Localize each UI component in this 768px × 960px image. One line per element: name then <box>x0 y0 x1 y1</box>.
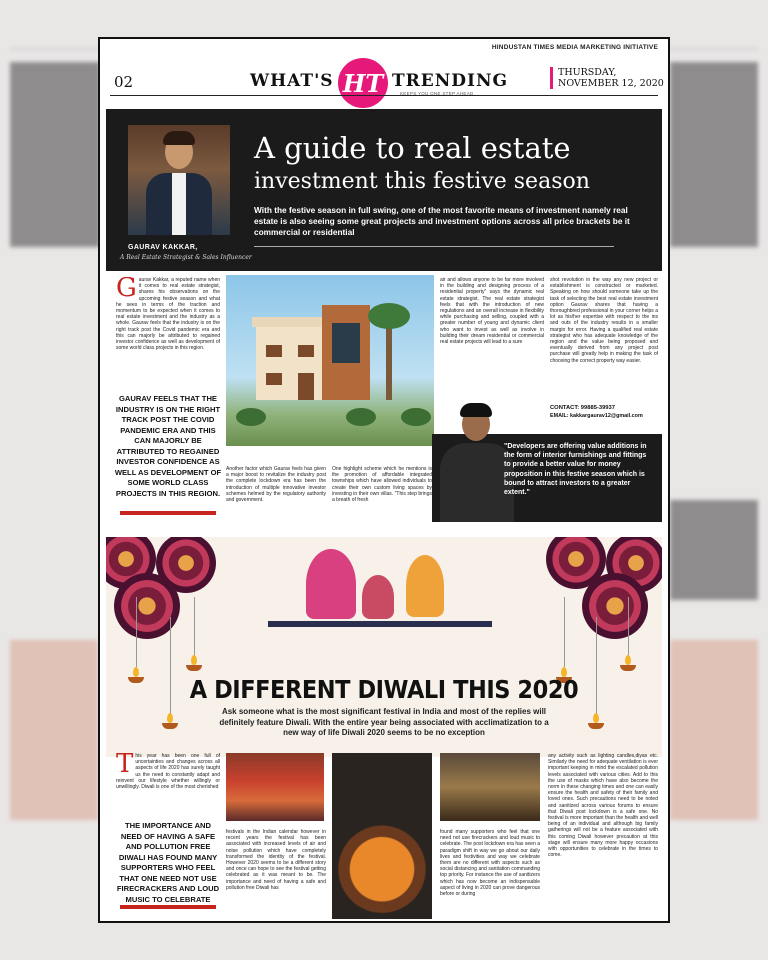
bush <box>236 408 266 426</box>
background-dark-panel-right <box>670 62 758 247</box>
market-photo <box>226 753 324 821</box>
lamp-flame <box>167 713 173 723</box>
house-door <box>298 373 314 400</box>
issue-date <box>550 67 664 89</box>
hanging-lamp <box>162 723 178 729</box>
article1-title-line2: investment this festive season <box>254 169 590 194</box>
issue-date-text: NOVEMBER 12, 2020 <box>558 78 664 89</box>
article2-pullquote: THE IMPORTANCE AND NEED OF HAVING A SAFE AND POLLUTION FREE DIWALI HAS FOUND MANY SUPPORTERS WHO FEEL THAT ONE NEED NOT USE FIRECRACKERS AND LOUD MUSIC TO CELEBRATE <box>116 821 220 904</box>
house-window <box>266 373 282 385</box>
hanging-lamp <box>186 665 202 671</box>
diya-shelf <box>268 621 492 627</box>
masthead-rule <box>110 95 658 96</box>
house-left-block <box>256 325 326 400</box>
article2-column-3: found many supporters who feel that one need not use firecrackers and loud music to celebrate. The post lockdown era has seen a paradigm shift in way we go about our daily lives and festivities and way we celebrate them are no different with aspects such as social distancing and sanitation commanding top priority. For instance the use of sanitizers which has now become an indispensable aspect of living in 2020 can prove dangerous before or during <box>440 829 540 898</box>
bush <box>346 408 376 426</box>
author-photo-shirt <box>440 443 514 522</box>
contact-phone: CONTACT: 99885-39937 <box>550 405 615 411</box>
lamp-flame <box>191 655 197 665</box>
figure-woman <box>306 549 356 619</box>
author-portrait <box>128 125 230 235</box>
article2-pullquote-bar <box>120 905 216 909</box>
background-diwali-right <box>670 640 758 820</box>
article1-column-4: shot revolution in the way any new project or establishment is constructed or marketed. Speaking on how should someone take up the task of selecting the best real estate investment option Gaurav shares that having a thoroughbred professional in your corner helps a lot as his/her expertise with respect to the ins and outs of the industry results in a smaller margin for error. Having a qualified real estate strategist who has adequate knowledge of the region and the value being proposed and eventually derived from any project post purchase will greatly help in making the task of choosing the correct property way easier. <box>550 277 658 364</box>
author-role: A Real Estate Strategist & Sales Influencer <box>120 254 252 261</box>
house-photo <box>226 275 434 446</box>
article1-column-2a: Another factor which Gaurav feels has given a major boost to revitalize the industry post the complete lockdown era has been the introduction of multiple innovative investor schemes helmed by the regulatory authority and government. <box>226 466 326 504</box>
article2-column-2: festivals in the Indian calendar however in recent years the festival has been associated with increased levels of air and noise pollution which have completely transformed the identity of the festival. However 2020 seems to be a different story and once can hope to see the festival getting celebrated as it was meant to be. The importance and need of having a safe and pollution free Diwali has <box>226 829 326 891</box>
background-dark-panel <box>10 62 100 247</box>
lamp-flame <box>625 655 631 665</box>
article1-subtitle: With the festive season in full swing, one of the most favorite means of investment namely real estate is also seeing some great projects and investment options across all price brackets be it commercial or residential <box>254 205 630 237</box>
lamp-chain <box>194 597 195 657</box>
hero-divider <box>254 246 614 247</box>
lamp-chain <box>628 597 629 657</box>
house-glass-facade <box>332 323 360 363</box>
figure-boy <box>406 555 444 617</box>
masthead-trending: TRENDING <box>392 71 509 91</box>
article1-column-2b: One highlight scheme which he mentions is the promotion of affordable integrated townships which have allowed individuals to create their own custom living spaces by investing in their own villas. "This step brings a breath of fresh <box>332 466 432 504</box>
masthead-whats: WHAT'S <box>250 71 334 91</box>
house-roof <box>252 317 330 327</box>
portrait-shirt <box>172 173 186 235</box>
author-name: GAURAV KAKKAR, <box>128 244 198 251</box>
ht-logo: HT <box>338 58 388 108</box>
lamp-chain <box>136 597 137 667</box>
publisher-line: HINDUSTAN TIMES MEDIA MARKETING INITIATIVE <box>491 44 658 51</box>
lamp-flame <box>593 713 599 723</box>
house-right-block <box>322 305 370 400</box>
page-number: 02 <box>114 73 134 91</box>
mandala-right-3 <box>582 573 648 639</box>
contact-email: EMAIL: kakkargaurav12@gmail.com <box>550 412 643 419</box>
contact-info <box>550 405 662 421</box>
article1-column-1 <box>116 277 220 397</box>
article1-dropcap: G <box>116 277 137 303</box>
house-window <box>298 345 314 357</box>
article1-pullquote: GAURAV FEELS THAT THE INDUSTRY IS ON THE RIGHT TRACK POST THE COVID PANDEMIC ERA AND THIS CAN MAJORLY BE ATTRIBUTED TO REGAINED INVESTOR CONFIDENCE AS WELL AS DEVELOPMENT OF SOME WORLD CLASS PROJECTS IN THIS REGION. <box>114 394 222 498</box>
portrait-hair <box>163 131 195 145</box>
idols-photo <box>440 753 540 821</box>
bush <box>401 408 431 426</box>
article2-column-4: any activity such as lighting candles,diyas etc. Similarly the need for adequate ventilation is ever important keeping in mind the escalated pollution levels associated with various cities. Add to this the use of masks which have also become the norm in these changing times and one can easily ensure the health and safety of their family and loved ones. Such precautions need to be noted and sanitized across various forums to ensure that Diwali post lockdown is a safe one. No festival is more important than the health and well being of an individual and although big family gatherings will not be a feature associated with this coming Diwali however precaution at this stage will ensure many more happy occasions with opportunities to celebrate in the times to come. <box>548 753 658 859</box>
article1-column-3: air and allows anyone to be far more involved in the building and designing process of a residential property" says the dynamic real estate strategist. The real estate strategist feels that with the introduction of new regulations and an overall increase in flexibility while purchasing and selling, coupled with a greater number of young and dynamic client who want to invest as well as involve in building their dream residential or commercial real estate projects will lead to a sure <box>440 277 544 346</box>
article1-col1-text: aurav Kakkar, a reputed name when it comes to real estate strategist, shares his observations on the upcoming festive season and what he sees in terms of the traction and momentum to be expected when it comes to real estate investment and the industry as a whole. Gaurav feels that the industry is on the right track post the Covid pandemic era and this can majorly be attributed to regained investor confidence as well as development of some world class projects in this region. <box>116 277 220 352</box>
figure-child <box>362 575 394 619</box>
masthead-tagline: KEEPS YOU ONE STEP AHEAD <box>400 91 474 96</box>
lamp-chain <box>564 597 565 667</box>
palm-leaves <box>368 303 410 329</box>
hanging-lamp <box>588 723 604 729</box>
newspaper-page <box>98 37 670 923</box>
article1-quote: "Developers are offering value additions in the form of interior furnishings and fittings to provide a better value for money proposition in this festive season which is bound to attract investors to a greater extent." <box>504 443 647 497</box>
hanging-lamp <box>620 665 636 671</box>
article2-dropcap: T <box>116 753 134 779</box>
background-quote-right <box>670 500 758 600</box>
masthead-logo <box>250 53 509 98</box>
article1-hero <box>106 109 662 271</box>
house-window <box>266 345 282 357</box>
article2-title: A DIFFERENT DIWALI THIS 2020 <box>189 675 579 704</box>
article2-col1-text: his year has been one full of uncertainties and changes across all aspects of life 2020 has surely taught us the need to constantly adapt and reinvent our lifestyle whether willingly or unwillingly. Diwali is one of the most cherished <box>116 753 220 791</box>
article1-pullquote-bar <box>120 511 216 515</box>
article2-subtitle: Ask someone what is the most significant festival in India and most of the replies will definitely feature Diwali. With the entire year being associated with acclimatization to a new way of life Diwali 2020 seems to be no exception <box>219 707 549 737</box>
article1-title-line1: A guide to real estate <box>254 131 571 165</box>
article2-column-1 <box>116 753 220 805</box>
author-photo-hair <box>460 403 492 417</box>
issue-day: THURSDAY, <box>558 67 617 78</box>
sweets-photo <box>332 753 432 919</box>
background-diwali-left <box>10 640 98 820</box>
